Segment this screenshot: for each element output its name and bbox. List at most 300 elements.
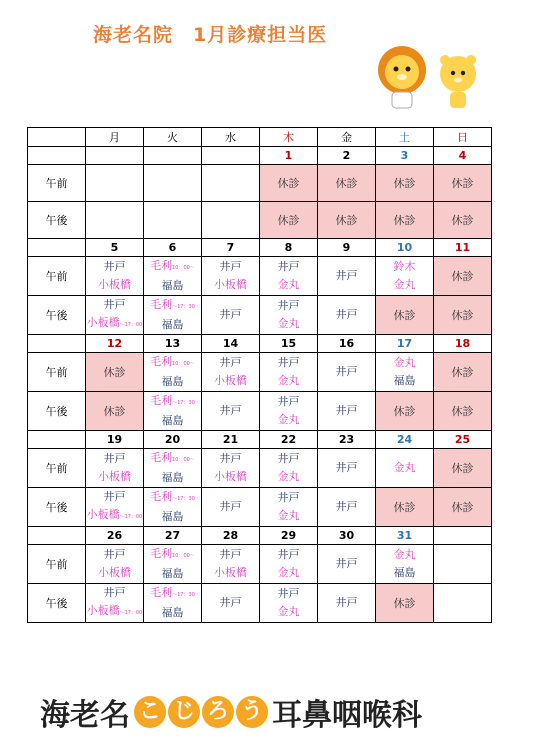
doctor-entry — [86, 296, 143, 314]
doctor-cell — [144, 202, 202, 239]
footer-brand-char: じ — [168, 696, 200, 728]
date-row — [28, 147, 492, 165]
morning-row — [28, 545, 492, 584]
doctor-name: 井戸 — [335, 308, 358, 321]
date-cell: 27 — [144, 527, 202, 545]
doctor-entry — [202, 594, 259, 612]
doctor-entry — [202, 468, 259, 486]
afternoon-label: 午後 — [28, 202, 86, 239]
doctor-cell — [260, 488, 318, 527]
date-row — [28, 431, 492, 449]
doctor-name: 毛利 — [150, 355, 173, 368]
doctor-name: 井戸 — [335, 461, 358, 474]
doctor-entry — [318, 498, 375, 516]
morning-row — [28, 449, 492, 488]
doctor-name: 金丸 — [393, 461, 416, 474]
closed-cell: 休診 — [376, 488, 434, 527]
closed-cell: 休診 — [318, 202, 376, 239]
doctor-name: 井戸 — [103, 298, 126, 311]
closed-cell: 休診 — [434, 202, 492, 239]
footer-brand-pill — [134, 696, 268, 728]
doctor-entry — [86, 506, 143, 526]
doctor-name: 小板橋 — [86, 508, 120, 521]
closed-cell: 休診 — [434, 257, 492, 296]
doctor-entry — [202, 306, 259, 324]
morning-label: 午前 — [28, 165, 86, 202]
date-cell: 16 — [318, 335, 376, 353]
doctor-name: 井戸 — [277, 395, 300, 408]
date-cell: 8 — [260, 239, 318, 257]
doctor-name: 井戸 — [277, 548, 300, 561]
doctor-name: 井戸 — [219, 596, 242, 609]
closed-cell: 休診 — [434, 296, 492, 335]
date-cell: 21 — [202, 431, 260, 449]
date-cell: 20 — [144, 431, 202, 449]
doctor-hours-note: 〜17：00 — [119, 610, 143, 616]
doctor-name: 井戸 — [277, 587, 300, 600]
doctor-entry — [202, 354, 259, 372]
closed-cell: 休診 — [434, 353, 492, 392]
clinic-logo-footer — [40, 690, 422, 734]
doctor-entry — [202, 258, 259, 276]
date-cell: 13 — [144, 335, 202, 353]
closed-cell: 休診 — [260, 165, 318, 202]
doctor-name: 毛利 — [150, 490, 173, 503]
doctor-name: 井戸 — [103, 490, 126, 503]
doctor-name: 福島 — [161, 414, 184, 427]
doctor-name: 井戸 — [277, 260, 300, 273]
doctor-name: 金丸 — [277, 413, 300, 426]
doctor-name: 福島 — [161, 318, 184, 331]
weekday-thu: 木 — [260, 128, 318, 147]
doctor-name: 福島 — [393, 566, 416, 579]
doctor-cell — [260, 449, 318, 488]
morning-label: 午前 — [28, 257, 86, 296]
doctor-entry — [86, 276, 143, 294]
doctor-cell — [86, 545, 144, 584]
doctor-cell — [202, 584, 260, 623]
closed-cell: 休診 — [376, 296, 434, 335]
doctor-entry — [144, 488, 201, 508]
closed-cell: 休診 — [260, 202, 318, 239]
date-cell: 9 — [318, 239, 376, 257]
weekday-sat: 土 — [376, 128, 434, 147]
doctor-name: 井戸 — [335, 500, 358, 513]
doctor-name: 金丸 — [277, 566, 300, 579]
doctor-name: 福島 — [161, 375, 184, 388]
doctor-cell — [144, 449, 202, 488]
doctor-hours-note: 〜17：30 — [172, 304, 195, 310]
doctor-hours-note: 〜17：30 — [172, 496, 195, 502]
doctor-cell — [202, 202, 260, 239]
doctor-name: 福島 — [161, 606, 184, 619]
date-cell: 24 — [376, 431, 434, 449]
doctor-cell — [376, 353, 434, 392]
doctor-name: 小板橋 — [86, 316, 120, 329]
doctor-entry — [376, 564, 433, 582]
footer-brand-char: ろ — [202, 696, 234, 728]
doctor-name: 井戸 — [103, 586, 126, 599]
doctor-cell — [260, 353, 318, 392]
weekday-header-row — [28, 128, 492, 147]
date-row-label — [28, 147, 86, 165]
doctor-name: 金丸 — [393, 548, 416, 561]
doctor-cell — [376, 257, 434, 296]
date-cell: 25 — [434, 431, 492, 449]
doctor-entry — [144, 257, 201, 277]
doctor-entry — [318, 402, 375, 420]
closed-cell: 休診 — [376, 165, 434, 202]
afternoon-row — [28, 584, 492, 623]
doctor-name: 福島 — [161, 510, 184, 523]
doctor-entry — [144, 449, 201, 469]
weekday-mon: 月 — [86, 128, 144, 147]
doctor-cell — [144, 353, 202, 392]
doctor-entry — [144, 353, 201, 373]
doctor-entry — [260, 564, 317, 582]
doctor-name: 福島 — [393, 374, 416, 387]
doctor-entry — [376, 276, 433, 294]
doctor-entry — [318, 267, 375, 285]
doctor-name: 小板橋 — [86, 604, 120, 617]
doctor-cell — [144, 584, 202, 623]
doctor-cell — [86, 202, 144, 239]
date-cell: 14 — [202, 335, 260, 353]
date-row-label — [28, 335, 86, 353]
doctor-name: 井戸 — [335, 557, 358, 570]
closed-cell: 休診 — [376, 584, 434, 623]
date-cell: 11 — [434, 239, 492, 257]
page-title: 海老名院 1月診療担当医 — [93, 24, 328, 46]
doctor-cell — [260, 392, 318, 431]
date-cell: 18 — [434, 335, 492, 353]
doctor-name: 井戸 — [335, 365, 358, 378]
doctor-cell — [86, 257, 144, 296]
closed-cell: 休診 — [376, 392, 434, 431]
doctor-entry — [202, 564, 259, 582]
doctor-entry — [260, 411, 317, 429]
doctor-entry — [144, 316, 201, 334]
doctor-cell — [144, 545, 202, 584]
doctor-cell — [318, 584, 376, 623]
doctor-entry — [260, 489, 317, 507]
closed-cell: 休診 — [434, 392, 492, 431]
date-cell — [144, 147, 202, 165]
doctor-name: 井戸 — [277, 491, 300, 504]
doctor-entry — [202, 372, 259, 390]
doctor-entry — [86, 450, 143, 468]
closed-cell: 休診 — [434, 449, 492, 488]
doctor-name: 金丸 — [277, 278, 300, 291]
doctor-cell — [318, 488, 376, 527]
doctor-name: 金丸 — [277, 605, 300, 618]
doctor-name: 小板橋 — [98, 470, 131, 483]
footer-suffix: 耳鼻咽喉科 — [272, 698, 422, 733]
date-cell: 23 — [318, 431, 376, 449]
doctor-cell — [318, 449, 376, 488]
afternoon-label: 午後 — [28, 392, 86, 431]
morning-label: 午前 — [28, 545, 86, 584]
date-row — [28, 335, 492, 353]
doctor-cell — [144, 165, 202, 202]
doctor-name: 福島 — [161, 471, 184, 484]
date-cell: 29 — [260, 527, 318, 545]
doctor-name: 井戸 — [219, 308, 242, 321]
doctor-entry — [144, 469, 201, 487]
doctor-cell — [144, 488, 202, 527]
date-cell: 15 — [260, 335, 318, 353]
doctor-entry — [202, 276, 259, 294]
doctor-cell — [260, 296, 318, 335]
doctor-cell — [318, 392, 376, 431]
doctor-name: 小板橋 — [214, 278, 247, 291]
date-cell: 2 — [318, 147, 376, 165]
doctor-entry — [144, 296, 201, 316]
footer-brand-char: う — [236, 696, 268, 728]
doctor-name: 毛利 — [150, 298, 173, 311]
doctor-cell — [202, 449, 260, 488]
doctor-cell — [144, 392, 202, 431]
doctor-name: 小板橋 — [214, 566, 247, 579]
date-cell: 17 — [376, 335, 434, 353]
morning-row — [28, 257, 492, 296]
doctor-cell — [144, 257, 202, 296]
doctor-entry — [144, 373, 201, 391]
morning-label: 午前 — [28, 449, 86, 488]
doctor-entry — [260, 450, 317, 468]
doctor-entry — [144, 412, 201, 430]
closed-cell: 休診 — [434, 488, 492, 527]
afternoon-label: 午後 — [28, 488, 86, 527]
doctor-entry — [144, 545, 201, 565]
doctor-entry — [86, 602, 143, 622]
date-cell: 4 — [434, 147, 492, 165]
closed-cell: 休診 — [434, 165, 492, 202]
doctor-entry — [318, 555, 375, 573]
doctor-hours-note: 〜17：30 — [172, 400, 195, 406]
doctor-entry — [86, 258, 143, 276]
doctor-name: 金丸 — [277, 374, 300, 387]
doctor-name: 毛利 — [150, 259, 173, 272]
doctor-cell — [376, 545, 434, 584]
date-row-label — [28, 527, 86, 545]
doctor-name: 福島 — [161, 567, 184, 580]
doctor-entry — [260, 393, 317, 411]
doctor-cell — [434, 584, 492, 623]
date-row — [28, 239, 492, 257]
doctor-entry — [260, 315, 317, 333]
doctor-entry — [144, 565, 201, 583]
doctor-name: 毛利 — [150, 547, 173, 560]
doctor-name: 井戸 — [103, 452, 126, 465]
doctor-name: 毛利 — [150, 586, 173, 599]
doctor-name: 福島 — [161, 279, 184, 292]
doctor-entry — [260, 276, 317, 294]
footer-brand-char: こ — [134, 696, 166, 728]
doctor-cell — [86, 296, 144, 335]
footer-prefix: 海老名 — [40, 698, 130, 733]
doctor-name: 井戸 — [219, 404, 242, 417]
doctor-cell — [318, 353, 376, 392]
corner-cell — [28, 128, 86, 147]
lion-mascot-left — [378, 46, 426, 108]
date-cell: 30 — [318, 527, 376, 545]
date-cell: 26 — [86, 527, 144, 545]
doctor-entry — [144, 277, 201, 295]
doctor-hours-note: 〜17：00 — [119, 514, 143, 520]
doctor-entry — [202, 546, 259, 564]
doctor-entry — [260, 372, 317, 390]
date-cell: 12 — [86, 335, 144, 353]
doctor-entry — [318, 306, 375, 324]
doctor-entry — [144, 584, 201, 604]
date-cell: 28 — [202, 527, 260, 545]
doctor-name: 井戸 — [277, 356, 300, 369]
date-cell — [434, 527, 492, 545]
weekday-wed: 水 — [202, 128, 260, 147]
doctor-hours-note: 〜17：00 — [119, 322, 143, 328]
doctor-cell — [86, 584, 144, 623]
doctor-entry — [86, 314, 143, 334]
doctor-entry — [376, 354, 433, 372]
doctor-cell — [202, 392, 260, 431]
doctor-cell — [86, 449, 144, 488]
doctor-name: 小板橋 — [98, 566, 131, 579]
date-cell: 19 — [86, 431, 144, 449]
doctor-cell — [260, 257, 318, 296]
weekday-sun: 日 — [434, 128, 492, 147]
doctor-cell — [202, 488, 260, 527]
doctor-entry — [202, 450, 259, 468]
doctor-hours-note: 10：00〜 — [172, 361, 195, 367]
doctor-cell — [318, 545, 376, 584]
doctor-name: 井戸 — [335, 269, 358, 282]
doctor-entry — [376, 372, 433, 390]
closed-cell: 休診 — [86, 392, 144, 431]
doctor-cell — [86, 165, 144, 202]
doctor-entry — [202, 402, 259, 420]
doctor-name: 井戸 — [335, 404, 358, 417]
morning-label: 午前 — [28, 353, 86, 392]
doctor-entry — [260, 585, 317, 603]
doctor-cell — [202, 353, 260, 392]
doctor-name: 金丸 — [277, 317, 300, 330]
doctor-entry — [86, 546, 143, 564]
doctor-entry — [260, 468, 317, 486]
date-cell: 5 — [86, 239, 144, 257]
doctor-cell — [376, 449, 434, 488]
doctor-entry — [86, 468, 143, 486]
doctor-entry — [86, 488, 143, 506]
doctor-name: 井戸 — [219, 452, 242, 465]
doctor-name: 井戸 — [103, 260, 126, 273]
closed-cell: 休診 — [318, 165, 376, 202]
doctor-name: 井戸 — [277, 299, 300, 312]
doctor-entry — [86, 564, 143, 582]
doctor-entry — [260, 546, 317, 564]
doctor-entry — [260, 258, 317, 276]
doctor-entry — [318, 594, 375, 612]
date-row — [28, 527, 492, 545]
doctor-cell — [434, 545, 492, 584]
doctor-entry — [376, 459, 433, 477]
lion-mascot-right — [440, 55, 476, 108]
doctor-hours-note: 10：00〜 — [172, 265, 195, 271]
closed-cell: 休診 — [376, 202, 434, 239]
doctor-entry — [260, 507, 317, 525]
doctor-name: 毛利 — [150, 451, 173, 464]
lion-mascots-illustration — [372, 42, 492, 112]
date-cell: 7 — [202, 239, 260, 257]
doctor-name: 金丸 — [393, 278, 416, 291]
doctor-entry — [144, 604, 201, 622]
afternoon-row — [28, 392, 492, 431]
doctor-name: 小板橋 — [214, 374, 247, 387]
doctor-entry — [144, 392, 201, 412]
doctor-name: 井戸 — [219, 356, 242, 369]
doctor-cell — [86, 488, 144, 527]
date-cell: 3 — [376, 147, 434, 165]
afternoon-label: 午後 — [28, 584, 86, 623]
doctor-cell — [202, 165, 260, 202]
doctor-name: 金丸 — [277, 509, 300, 522]
schedule-table — [27, 127, 492, 623]
doctor-cell — [260, 545, 318, 584]
doctor-entry — [260, 603, 317, 621]
doctor-cell — [318, 257, 376, 296]
weekday-tue: 火 — [144, 128, 202, 147]
doctor-name: 井戸 — [219, 548, 242, 561]
afternoon-label: 午後 — [28, 296, 86, 335]
date-cell: 31 — [376, 527, 434, 545]
doctor-name: 井戸 — [219, 500, 242, 513]
doctor-name: 小板橋 — [214, 470, 247, 483]
doctor-entry — [202, 498, 259, 516]
doctor-hours-note: 〜17：30 — [172, 592, 195, 598]
doctor-name: 井戸 — [219, 260, 242, 273]
doctor-entry — [260, 354, 317, 372]
weekday-fri: 金 — [318, 128, 376, 147]
afternoon-row — [28, 202, 492, 239]
doctor-cell — [202, 296, 260, 335]
doctor-entry — [318, 459, 375, 477]
date-cell: 1 — [260, 147, 318, 165]
doctor-entry — [144, 508, 201, 526]
doctor-entry — [260, 297, 317, 315]
date-cell — [202, 147, 260, 165]
doctor-name: 毛利 — [150, 394, 173, 407]
doctor-cell — [260, 584, 318, 623]
doctor-name: 井戸 — [335, 596, 358, 609]
date-row-label — [28, 431, 86, 449]
doctor-name: 井戸 — [103, 548, 126, 561]
doctor-cell — [202, 257, 260, 296]
doctor-name: 金丸 — [277, 470, 300, 483]
morning-row — [28, 353, 492, 392]
date-cell — [86, 147, 144, 165]
doctor-name: 鈴木 — [393, 260, 416, 273]
doctor-entry — [318, 363, 375, 381]
doctor-entry — [376, 546, 433, 564]
doctor-name: 小板橋 — [98, 278, 131, 291]
afternoon-row — [28, 296, 492, 335]
date-cell: 22 — [260, 431, 318, 449]
doctor-name: 井戸 — [277, 452, 300, 465]
doctor-hours-note: 10：00〜 — [172, 457, 195, 463]
afternoon-row — [28, 488, 492, 527]
doctor-cell — [202, 545, 260, 584]
date-cell: 10 — [376, 239, 434, 257]
